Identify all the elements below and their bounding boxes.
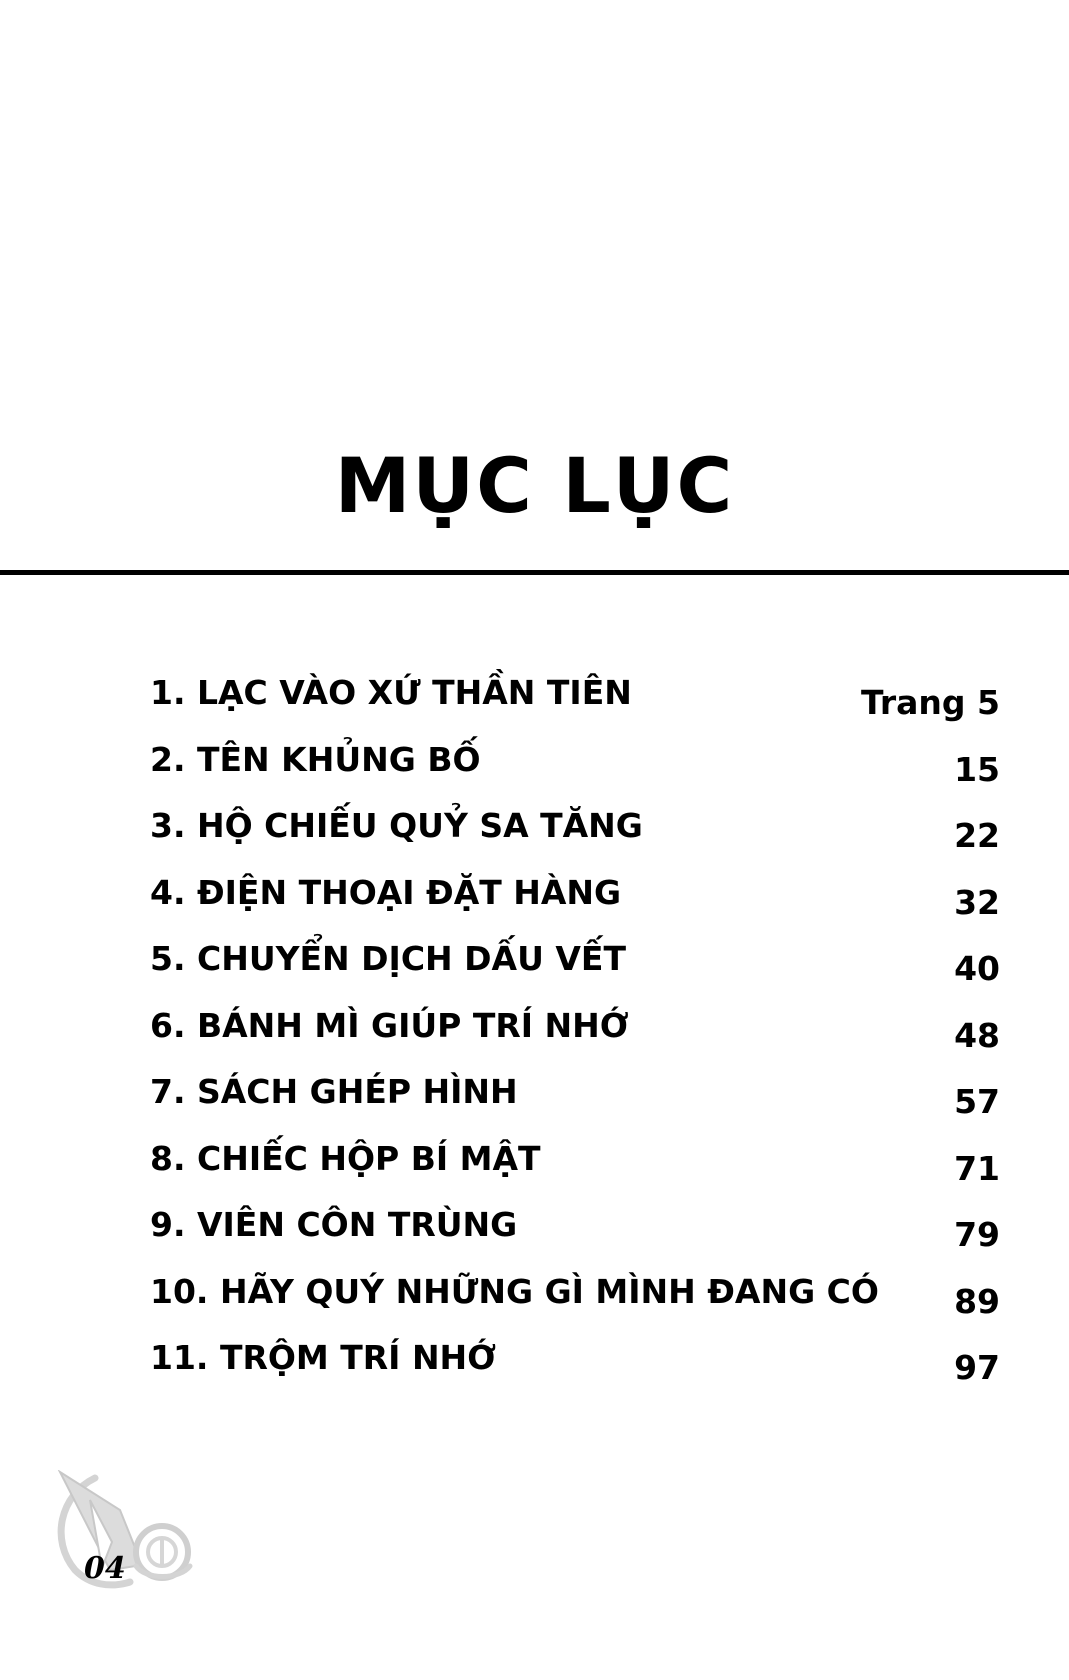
toc-entry-page: Trang 5 [861,683,1000,722]
toc-entry-page: 22 [954,816,1000,855]
table-of-contents [150,673,1000,1408]
toc-entry [150,1072,1000,1142]
toc-entry-title: 3. HỘ CHIẾU QUỶ SA TĂNG [150,806,643,845]
toc-entry-page: 89 [954,1281,1000,1321]
toc-entry [150,939,1000,1009]
publisher-emblem-icon [50,1470,210,1590]
toc-entry-page: 97 [954,1348,1000,1387]
page-title: MỤC LỤC [334,441,735,530]
toc-entry [150,1205,1000,1275]
toc-entry [150,1271,1000,1342]
toc-entry-page: 48 [954,1015,1000,1055]
toc-entry-page: 15 [954,749,1000,789]
toc-entry-page: 40 [954,949,1000,988]
toc-entry-title: 11. TRỘM TRÍ NHỚ [150,1338,497,1377]
toc-entry-page: 32 [954,882,1000,922]
page-number: 04 [84,1551,126,1586]
toc-entry [150,1005,1000,1076]
toc-entry-page: 57 [954,1082,1000,1121]
toc-entry-title: 10. HÃY QUÝ NHỮNG GÌ MÌNH ĐANG CÓ [150,1271,879,1311]
toc-entry-title: 4. ĐIỆN THOẠI ĐẶT HÀNG [150,872,622,912]
toc-entry-title: 5. CHUYỂN DỊCH DẤU VẾT [150,939,626,978]
toc-entry [150,872,1000,943]
toc-entry-title: 7. SÁCH GHÉP HÌNH [150,1072,518,1111]
toc-entry-title: 2. TÊN KHỦNG BỐ [150,739,481,779]
title-divider [0,570,1069,575]
toc-entry-page: 79 [954,1215,1000,1254]
page-folio [50,1470,210,1590]
toc-entry [150,739,1000,810]
toc-entry [150,1338,1000,1408]
toc-entry [150,673,1000,743]
toc-entry-title: 1. LẠC VÀO XỨ THẦN TIÊN [150,673,632,712]
toc-entry-title: 6. BÁNH MÌ GIÚP TRÍ NHỚ [150,1005,629,1045]
toc-entry [150,806,1000,876]
toc-entry-title: 8. CHIẾC HỘP BÍ MẬT [150,1138,541,1178]
toc-entry-page: 71 [954,1148,1000,1188]
toc-entry-title: 9. VIÊN CÔN TRÙNG [150,1205,518,1244]
toc-entry [150,1138,1000,1209]
